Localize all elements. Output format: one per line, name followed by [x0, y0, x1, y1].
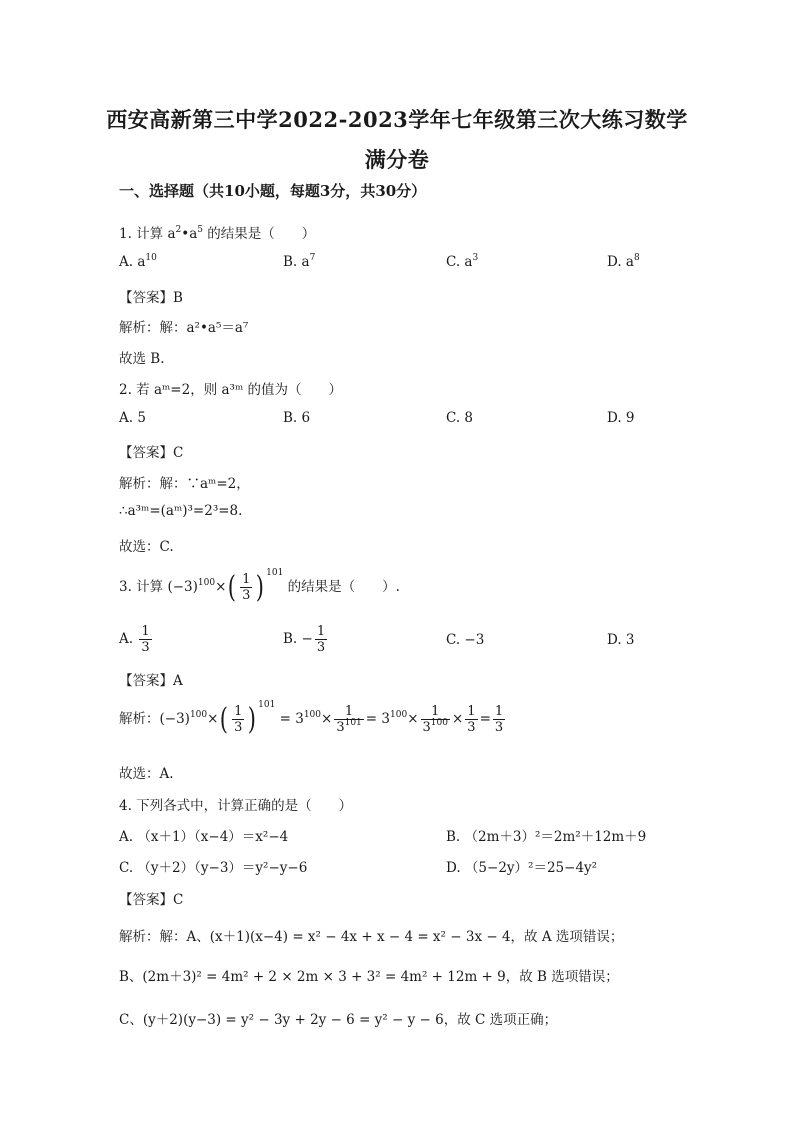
q3-answer: 【答案】A — [119, 673, 183, 689]
q3-option-b: B. − $\frac{1}{3}$ — [283, 624, 326, 655]
q1-explanation: 解析：解：a²•a⁵＝a⁷ — [119, 320, 249, 336]
document-title: 西安高新第三中学2022-2023学年七年级第三次大练习数学 — [106, 107, 688, 132]
q2-option-b: B. 6 — [283, 410, 311, 426]
q4-answer: 【答案】C — [119, 892, 184, 908]
q2-option-d: D. 9 — [607, 410, 635, 426]
q1-stem: 1. 计算 $a^2•a^5$ 的结果是（ ） — [119, 225, 316, 242]
q4-option-a: A. （x＋1）（x−4）＝x²−4 — [119, 829, 289, 845]
q3-stem: 3. 计算 $(-3)^{100}\times$( $\frac{1}{3}$ ) $^{101}$ 的结果是（ ）. — [119, 568, 400, 605]
q4-explain-b: B、(2m＋3)² = 4m² + 2 × 2m × 3 + 3² = 4m² + 12m + 9，故 B 选项错误； — [119, 969, 619, 985]
q3-choose: 故选：A. — [119, 766, 174, 782]
q2-answer: 【答案】C — [119, 445, 184, 461]
q2-option-c: C. 8 — [446, 410, 474, 426]
q4-explain-c: C、(y＋2)(y−3) = y² − 3y + 2y − 6 = y² − y − 6，故 C 选项正确； — [119, 1012, 558, 1028]
q2-option-a: A. 5 — [119, 410, 146, 426]
q3-option-a: A. $\frac{1}{3}$ — [119, 624, 150, 655]
q4-option-b: B. （2m＋3）²＝2m²＋12m＋9 — [446, 829, 647, 845]
q1-choose: 故选 B. — [119, 351, 165, 367]
q3-option-c: C. −3 — [446, 632, 485, 648]
q4-stem: 4. 下列各式中，计算正确的是（ ） — [119, 798, 353, 814]
q4-option-d: D. （5−2y）²＝25−4y² — [446, 860, 598, 876]
q1-answer: 【答案】B — [119, 290, 183, 306]
q1-option-a: A. $a^{10}$ — [119, 253, 157, 270]
q1-option-d: D. $a^8$ — [607, 253, 640, 270]
q4-option-c: C. （y＋2）（y−3）＝y²−y−6 — [119, 860, 308, 876]
q3-explanation: 解析：$(-3)^{100}\times$( $\frac{1}{3}$ ) $^{101} = 3^{100}\times$ $\frac{1}{3^{101}}$ = $3^{100}\times$ $\frac{1}{3^{100}}$ × $\frac{1}{3}$ = $\frac{1}{3}$ — [119, 700, 504, 737]
section-heading: 一、选择题（共10小题，每题3分，共30分） — [119, 182, 427, 200]
q3-option-d: D. 3 — [607, 632, 635, 648]
q2-choose: 故选：C. — [119, 539, 174, 555]
q2-step1: 解析：解：∵aᵐ=2， — [119, 476, 250, 492]
q1-option-b: B. $a^7$ — [283, 253, 316, 270]
q2-step2: ∴a³ᵐ=(aᵐ)³=2³=8. — [119, 503, 243, 519]
q2-stem: 2. 若 aᵐ=2，则 a³ᵐ 的值为（ ） — [119, 382, 343, 398]
q4-explain-a: 解析：解：A、(x＋1)(x−4) = x² − 4x + x − 4 = x² − 3x − 4，故 A 选项错误； — [119, 929, 624, 945]
document-title-line2: 满分卷 — [364, 147, 430, 172]
q1-option-c: C. $a^3$ — [446, 253, 479, 270]
